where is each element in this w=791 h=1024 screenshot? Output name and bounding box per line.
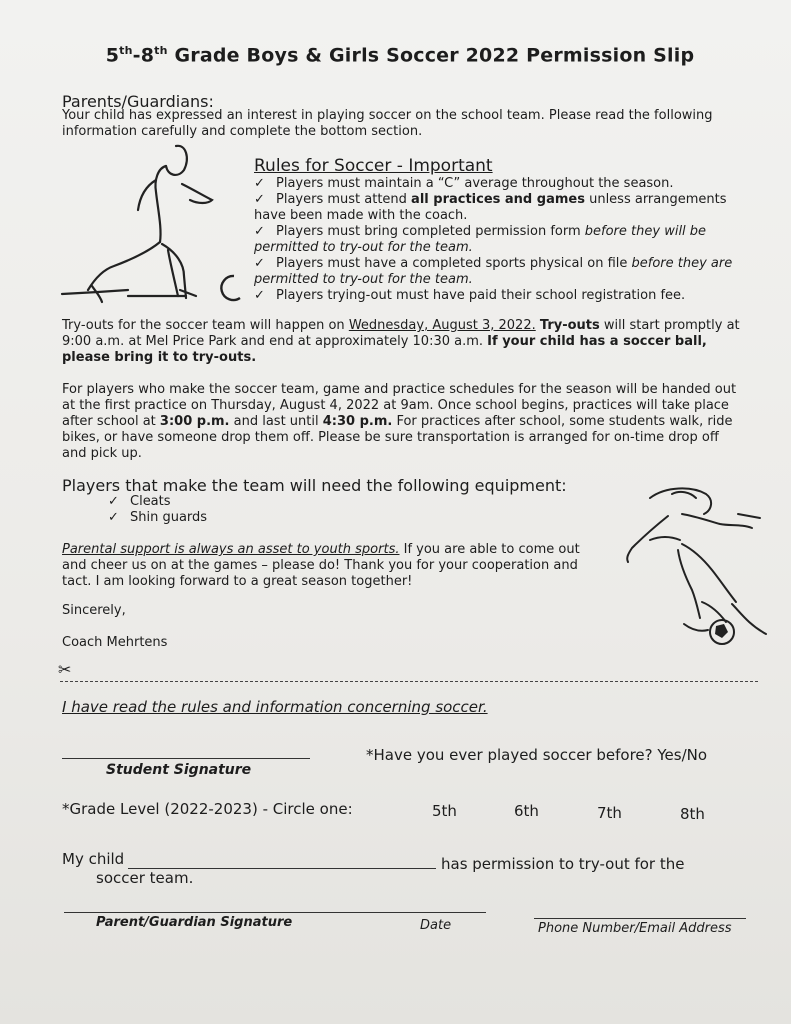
equipment-title: Players that make the team will need the following equipment: [62, 476, 567, 495]
support-paragraph: Parental support is always an asset to youth sports. If you are able to come out and cheer us on at the games – please do! Thank you for your cooperation and tact. I am looking forward to a great season together! [62, 542, 580, 589]
date-label: Date [420, 918, 452, 933]
played-before-question: *Have you ever played soccer before? Yes/No [366, 746, 708, 764]
rule-item: ✓ Players must maintain a “C” average throughout the season. [254, 176, 674, 191]
checkmark-icon: ✓ [254, 256, 265, 271]
equipment-item: ✓ Cleats [108, 494, 171, 509]
closing: Sincerely, [62, 603, 126, 618]
cut-line [60, 681, 758, 682]
my-child-label: My child [62, 850, 125, 868]
rules-title: Rules for Soccer - Important [254, 156, 493, 176]
checkmark-icon: ✓ [254, 288, 265, 303]
contact-label: Phone Number/Email Address [538, 921, 732, 936]
grade-option-8th[interactable]: 8th [680, 805, 705, 823]
permission-text: has permission to try-out for the [441, 855, 685, 873]
rule-item: ✓ Players must bring completed permission form before they will be permitted to try-out for the team. [254, 224, 707, 255]
schedule-paragraph: For players who make the soccer team, game and practice schedules for the season will be handed out at the first practice on Thursday, August 4, 2022 at 9am. Once school begins, practices will take place after school at 3:00 p.m. and last until 4:30 p.m. For practices after school, some students walk, ride bikes, or have someone drop them off. Please be sure transportation is arranged for on-time drop off and pick up. [62, 382, 737, 461]
checkmark-icon: ✓ [108, 510, 119, 525]
page-title: 5th-8th Grade Boys & Girls Soccer 2022 Permission Slip [105, 44, 695, 67]
student-signature-label: Student Signature [106, 762, 252, 778]
checkmark-icon: ✓ [254, 192, 265, 207]
intro-paragraph: Your child has expressed an interest in playing soccer on the school team. Please read the following information carefully and complete the bottom section. [62, 108, 713, 139]
girl-soccer-player-illustration [620, 484, 770, 650]
checkmark-icon: ✓ [254, 176, 265, 191]
acknowledgement-statement: I have read the rules and information concerning soccer. [62, 698, 488, 716]
equipment-item: ✓ Shin guards [108, 510, 208, 525]
soccer-player-illustration [58, 140, 248, 310]
contact-line[interactable] [534, 918, 746, 919]
grade-option-5th[interactable]: 5th [432, 802, 457, 820]
rule-item: ✓ Players must have a completed sports physical on file before they are permitted to try-out for the team. [254, 256, 733, 287]
rules-list [254, 176, 744, 304]
signer-name: Coach Mehrtens [62, 635, 168, 650]
tryouts-paragraph: Try-outs for the soccer team will happen on Wednesday, August 3, 2022. Try-outs will start promptly at 9:00 a.m. at Mel Price Park and end at approximately 10:30 a.m. If your child has a soccer ball, please bring it to try-outs. [62, 318, 740, 365]
student-signature-line[interactable] [62, 758, 310, 759]
scissors-icon: ✂ [58, 660, 72, 679]
parent-signature-label: Parent/Guardian Signature [96, 915, 293, 930]
grade-level-label: *Grade Level (2022-2023) - Circle one: [62, 800, 353, 818]
parent-signature-line[interactable] [64, 912, 486, 913]
rule-item: ✓ Players trying-out must have paid their school registration fee. [254, 288, 686, 303]
greeting: Parents/Guardians: [62, 92, 214, 111]
rule-item: ✓ Players must attend all practices and games unless arrangements have been made with the coach. [254, 192, 727, 223]
checkmark-icon: ✓ [108, 494, 119, 509]
grade-option-6th[interactable]: 6th [514, 802, 539, 820]
permission-text-continued: soccer team. [96, 869, 194, 887]
checkmark-icon: ✓ [254, 224, 265, 239]
grade-option-7th[interactable]: 7th [597, 804, 622, 822]
